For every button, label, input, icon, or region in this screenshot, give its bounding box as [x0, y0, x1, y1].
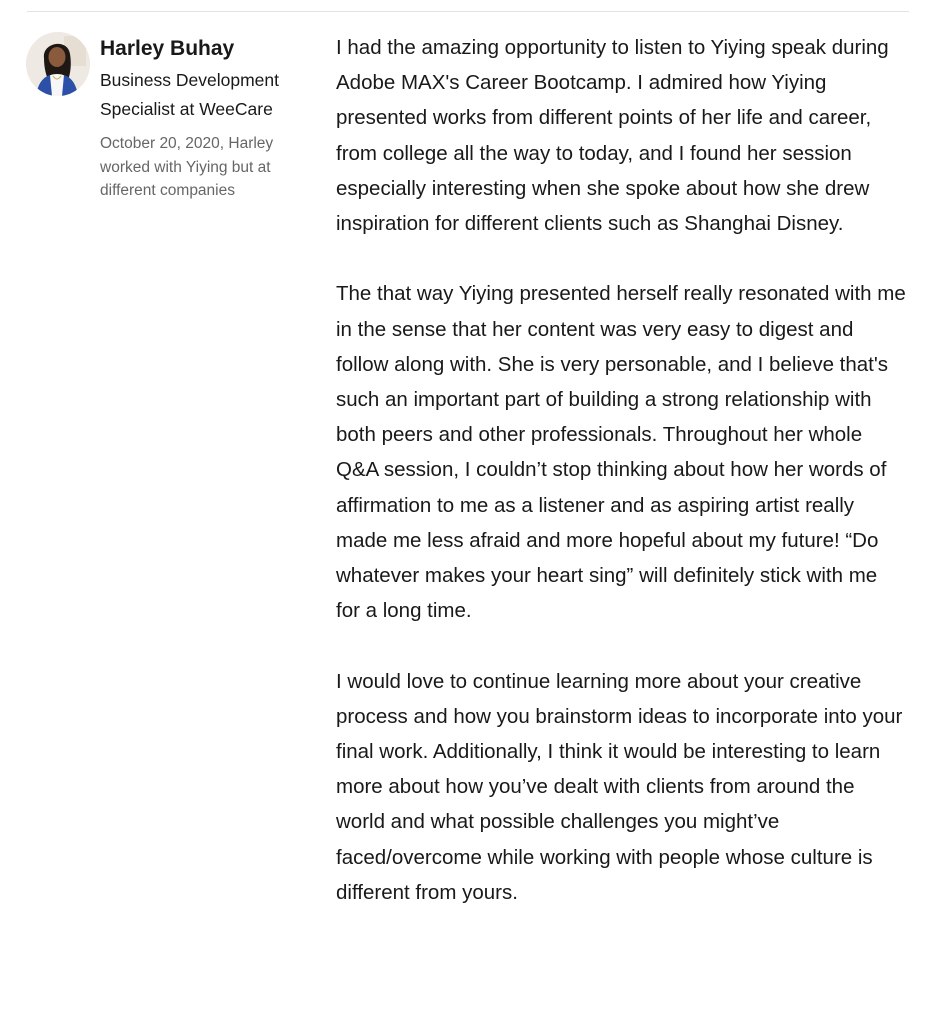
recommendation-text [336, 30, 906, 910]
recommendation-paragraph-2: The that way Yiying presented herself really resonated with me in the sense that her content was very easy to digest and follow along with. She is very personable, and I believe that's such an important part of building a strong relationship with both peers and other professionals. Throughout her whole Q&A session, I couldn’t stop thinking about how her words of affirmation to me as a listener and as aspiring artist really made me less afraid and more hopeful about my future! “Do whatever makes your heart sing” will definitely stick with me for a long time. [336, 282, 906, 623]
author-info [100, 32, 312, 203]
recommendation-meta: October 20, 2020, Harley worked with Yiying but at different companies [100, 135, 274, 199]
recommendation-card [0, 12, 938, 1024]
author-avatar[interactable] [26, 32, 90, 96]
author-name[interactable]: Harley Buhay [100, 37, 235, 60]
author-headline: Business Development Specialist at WeeCare [100, 70, 279, 119]
profile-photo-icon [26, 32, 90, 96]
recommendation-paragraph-1: I had the amazing opportunity to listen to Yiying speak during Adobe MAX's Career Bootcamp. I admired how Yiying presented works from different points of her life and career, from college all the way to today, and I found her session especially interesting when she spoke about how she drew inspiration for different clients such as Shanghai Disney. [336, 36, 889, 236]
recommendation-paragraph-3: I would love to continue learning more about your creative process and how you brainstorm ideas to incorporate into your final work. Additionally, I think it would be interesting to learn more about how you’ve dealt with clients from around the world and what possible challenges you might’ve faced/overcome while working with people whose culture is different from yours. [336, 669, 903, 904]
